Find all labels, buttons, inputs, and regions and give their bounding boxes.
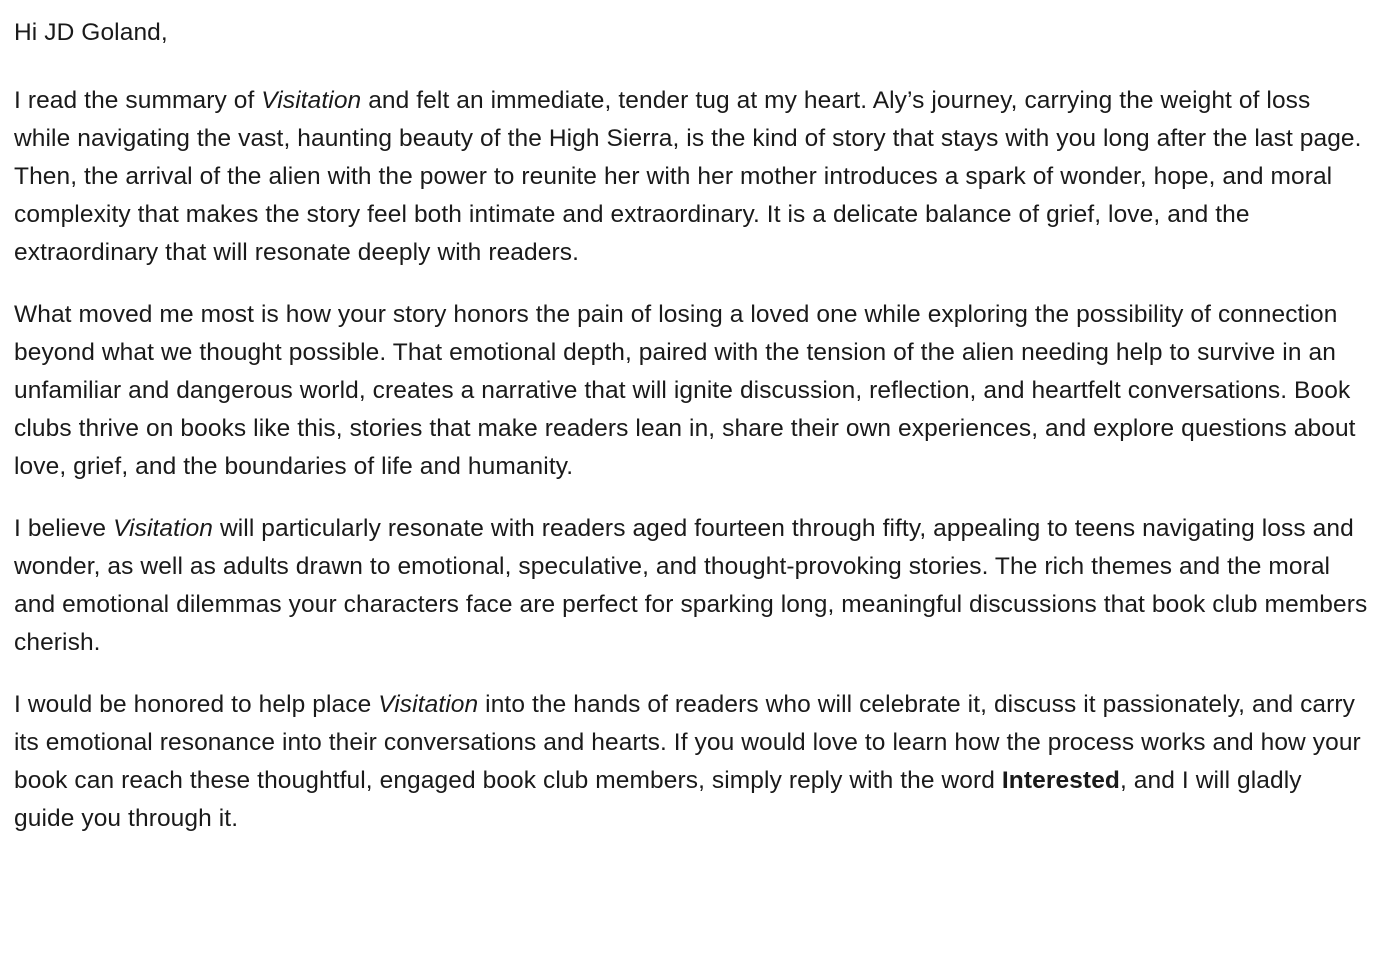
text-run: I believe	[14, 515, 114, 542]
greeting-line: Hi JD Goland,	[14, 19, 168, 46]
text-run: I would be honored to help place	[14, 691, 379, 718]
letter-paragraph	[14, 296, 1368, 486]
letter-paragraph	[14, 82, 1368, 272]
text-run: What moved me most is how your story honors the pain of losing a loved one while exploring the possibility of connection beyond what we thought possible. That emotional depth, paired with the tension of the alien needing help to survive in an unfamiliar and dangerous world, creates a narrative that will ignite discussion, reflection, and heartfelt conversations. Book clubs thrive on books like this, stories that make readers lean in, share their own experiences, and explore questions about love, grief, and the boundaries of life and humanity.	[14, 301, 1356, 480]
text-run: into the hands of readers who will celebrate it, discuss it passionately, and carry its emotional resonance into their conversations and hearts. If you would love to learn how the process works and how your book can reach these thoughtful, engaged book club members, simply reply with the word	[14, 691, 1361, 794]
text-run: will particularly resonate with readers aged fourteen through fifty, appealing to teens navigating loss and wonder, as well as adults drawn to emotional, speculative, and thought-provoking stories. The rich themes and the moral and emotional dilemmas your characters face are perfect for sparking long, meaningful discussions that book club members cherish.	[14, 515, 1368, 656]
book-title-emphasis: Visitation	[113, 515, 214, 542]
text-run: and felt an immediate, tender tug at my heart. Aly’s journey, carrying the weight of loss while navigating the vast, haunting beauty of the High Sierra, is the kind of story that stays with you long after the last page. Then, the arrival of the alien with the power to reunite her with her mother introduces a spark of wonder, hope, and moral complexity that makes the story feel both intimate and extraordinary. It is a delicate balance of grief, love, and the extraordinary that will resonate deeply with readers.	[14, 87, 1362, 266]
keyword-emphasis: Interested	[1001, 767, 1120, 794]
book-title-emphasis: Visitation	[261, 87, 362, 114]
letter-paragraph	[14, 686, 1368, 838]
paragraph-list	[14, 82, 1368, 838]
book-title-emphasis: Visitation	[378, 691, 479, 718]
text-run: , and I will gladly guide you through it.	[14, 767, 1302, 832]
text-run: I read the summary of	[14, 87, 262, 114]
letter-paragraph	[14, 510, 1368, 662]
